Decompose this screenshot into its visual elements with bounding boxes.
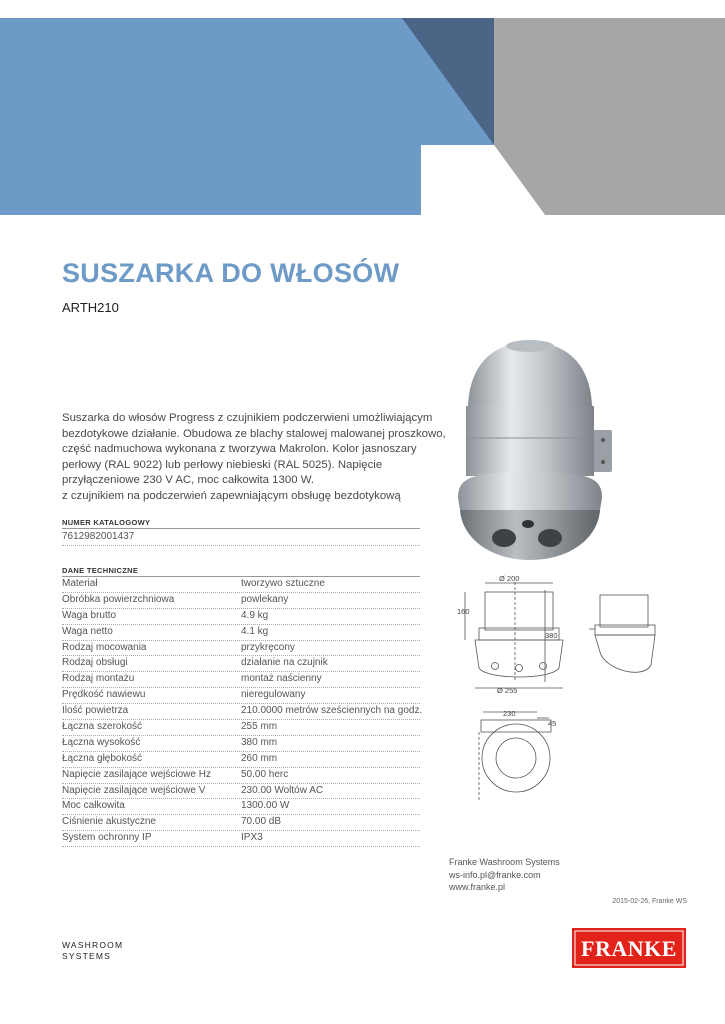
spec-value: 380 mm [241, 736, 278, 748]
spec-row [62, 688, 420, 704]
spec-row [62, 720, 420, 736]
spec-value: 230.00 Woltów AC [241, 784, 324, 796]
description-line: przyłączeniowe 230 V AC, moc całkowita 1300 W. [62, 474, 314, 486]
spec-key: Rodzaj montażu [62, 673, 135, 685]
spec-row [62, 831, 420, 847]
dim-label: 380 [545, 631, 558, 640]
spec-key: Łączna szerokość [62, 721, 143, 733]
spec-key: Łączna wysokość [62, 736, 141, 748]
spec-key: Prędkość nawiewu [62, 689, 146, 701]
spec-row [62, 641, 420, 657]
spec-key: Waga netto [62, 625, 113, 637]
spec-value: 50.00 herc [241, 768, 289, 780]
spec-key: Materiał [62, 578, 98, 589]
spec-row [62, 768, 420, 784]
company-name: Franke Washroom Systems [449, 857, 560, 867]
technical-drawing [455, 570, 715, 810]
spec-value: montaż naścienny [241, 673, 322, 685]
spec-row [62, 577, 420, 593]
technical-label: DANE TECHNICZNE [62, 566, 139, 575]
spec-value: 1300.00 W [241, 800, 290, 812]
spec-value: 260 mm [241, 752, 278, 764]
logo-text: FRANKE [581, 936, 677, 961]
description-line: Suszarka do włosów Progress z czujnikiem podczerwieni umożliwiającym [62, 412, 433, 424]
spec-value: działanie na czujnik [241, 657, 328, 669]
footer-line: WASHROOM [62, 940, 124, 950]
dim-label: 45 [548, 719, 557, 728]
spec-row [62, 784, 420, 800]
spec-value: tworzywo sztuczne [241, 578, 325, 589]
spec-row [62, 593, 420, 609]
description-line: perłowy (RAL 9022) lub perłowy niebieski (RAL 5025). Napięcie [62, 458, 383, 471]
dim-label: Ø 200 [499, 574, 520, 583]
contact-block [449, 856, 560, 894]
divider [62, 545, 420, 546]
spec-value: 70.00 dB [241, 816, 282, 828]
page-title: SUSZARKA DO WŁOSÓW [62, 258, 400, 288]
description-line: część nadmuchowa wykonana z tworzywa Makrolon. Kolor jasnoszary [62, 443, 417, 455]
spec-row [62, 815, 420, 831]
description-line: bezdotykowe działanie. Obudowa ze blachy stalowej malowanej proszkowo, [62, 427, 446, 440]
product-image [440, 338, 620, 578]
product-description [62, 411, 446, 504]
spec-row [62, 609, 420, 625]
footer-label [62, 940, 123, 961]
spec-key: Ilość powietrza [62, 705, 129, 717]
spec-key: Łączna głębokość [62, 752, 143, 764]
description-line: z czujnikiem na podczerwień zapewniającym obsługę bezdotykową [62, 489, 401, 502]
spec-key: Rodzaj obsługi [62, 657, 128, 669]
spec-key: Napięcie zasilające wejściowe Hz [62, 768, 211, 780]
spec-key: System ochronny IP [62, 832, 152, 844]
spec-row [62, 799, 420, 815]
spec-value: 255 mm [241, 721, 278, 733]
catalog-label: NUMER KATALOGOWY [62, 518, 151, 527]
contact-website[interactable]: www.franke.pl [449, 882, 506, 892]
spec-value: nieregulowany [241, 689, 306, 701]
spec-value: przykręcony [241, 641, 295, 653]
spec-table [62, 577, 423, 847]
catalog-number: 7612982001437 [62, 531, 135, 542]
spec-row [62, 625, 420, 641]
spec-key: Rodzaj mocowania [62, 641, 147, 653]
spec-key: Ciśnienie akustyczne [62, 816, 156, 828]
spec-key: Napięcie zasilające wejściowe V [62, 784, 206, 796]
spec-row [62, 672, 420, 688]
spec-key: Moc całkowita [62, 800, 125, 812]
header-banner [0, 0, 725, 215]
dim-label: 230 [503, 709, 516, 718]
spec-value: IPX3 [241, 832, 263, 844]
franke-logo [572, 928, 686, 968]
datestamp: 2015-02-26, Franke WS [612, 898, 687, 905]
dim-label: Ø 255 [497, 686, 518, 695]
spec-row [62, 656, 420, 672]
footer-line: SYSTEMS [62, 950, 112, 961]
dim-label: 160 [457, 607, 470, 616]
spec-row [62, 752, 420, 768]
spec-key: Obróbka powierzchniowa [62, 593, 175, 605]
spec-value: 4.1 kg [241, 625, 269, 637]
spec-row [62, 704, 423, 720]
spec-value: powlekany [241, 593, 289, 605]
spec-key: Waga brutto [62, 609, 117, 621]
spec-row [62, 736, 420, 752]
spec-value: 4.9 kg [241, 609, 269, 621]
divider [62, 528, 420, 529]
model-number: ARTH210 [62, 300, 119, 315]
spec-value: 210.0000 metrów sześciennych na godz. [241, 705, 423, 717]
contact-email[interactable]: ws-info.pl@franke.com [449, 869, 541, 880]
